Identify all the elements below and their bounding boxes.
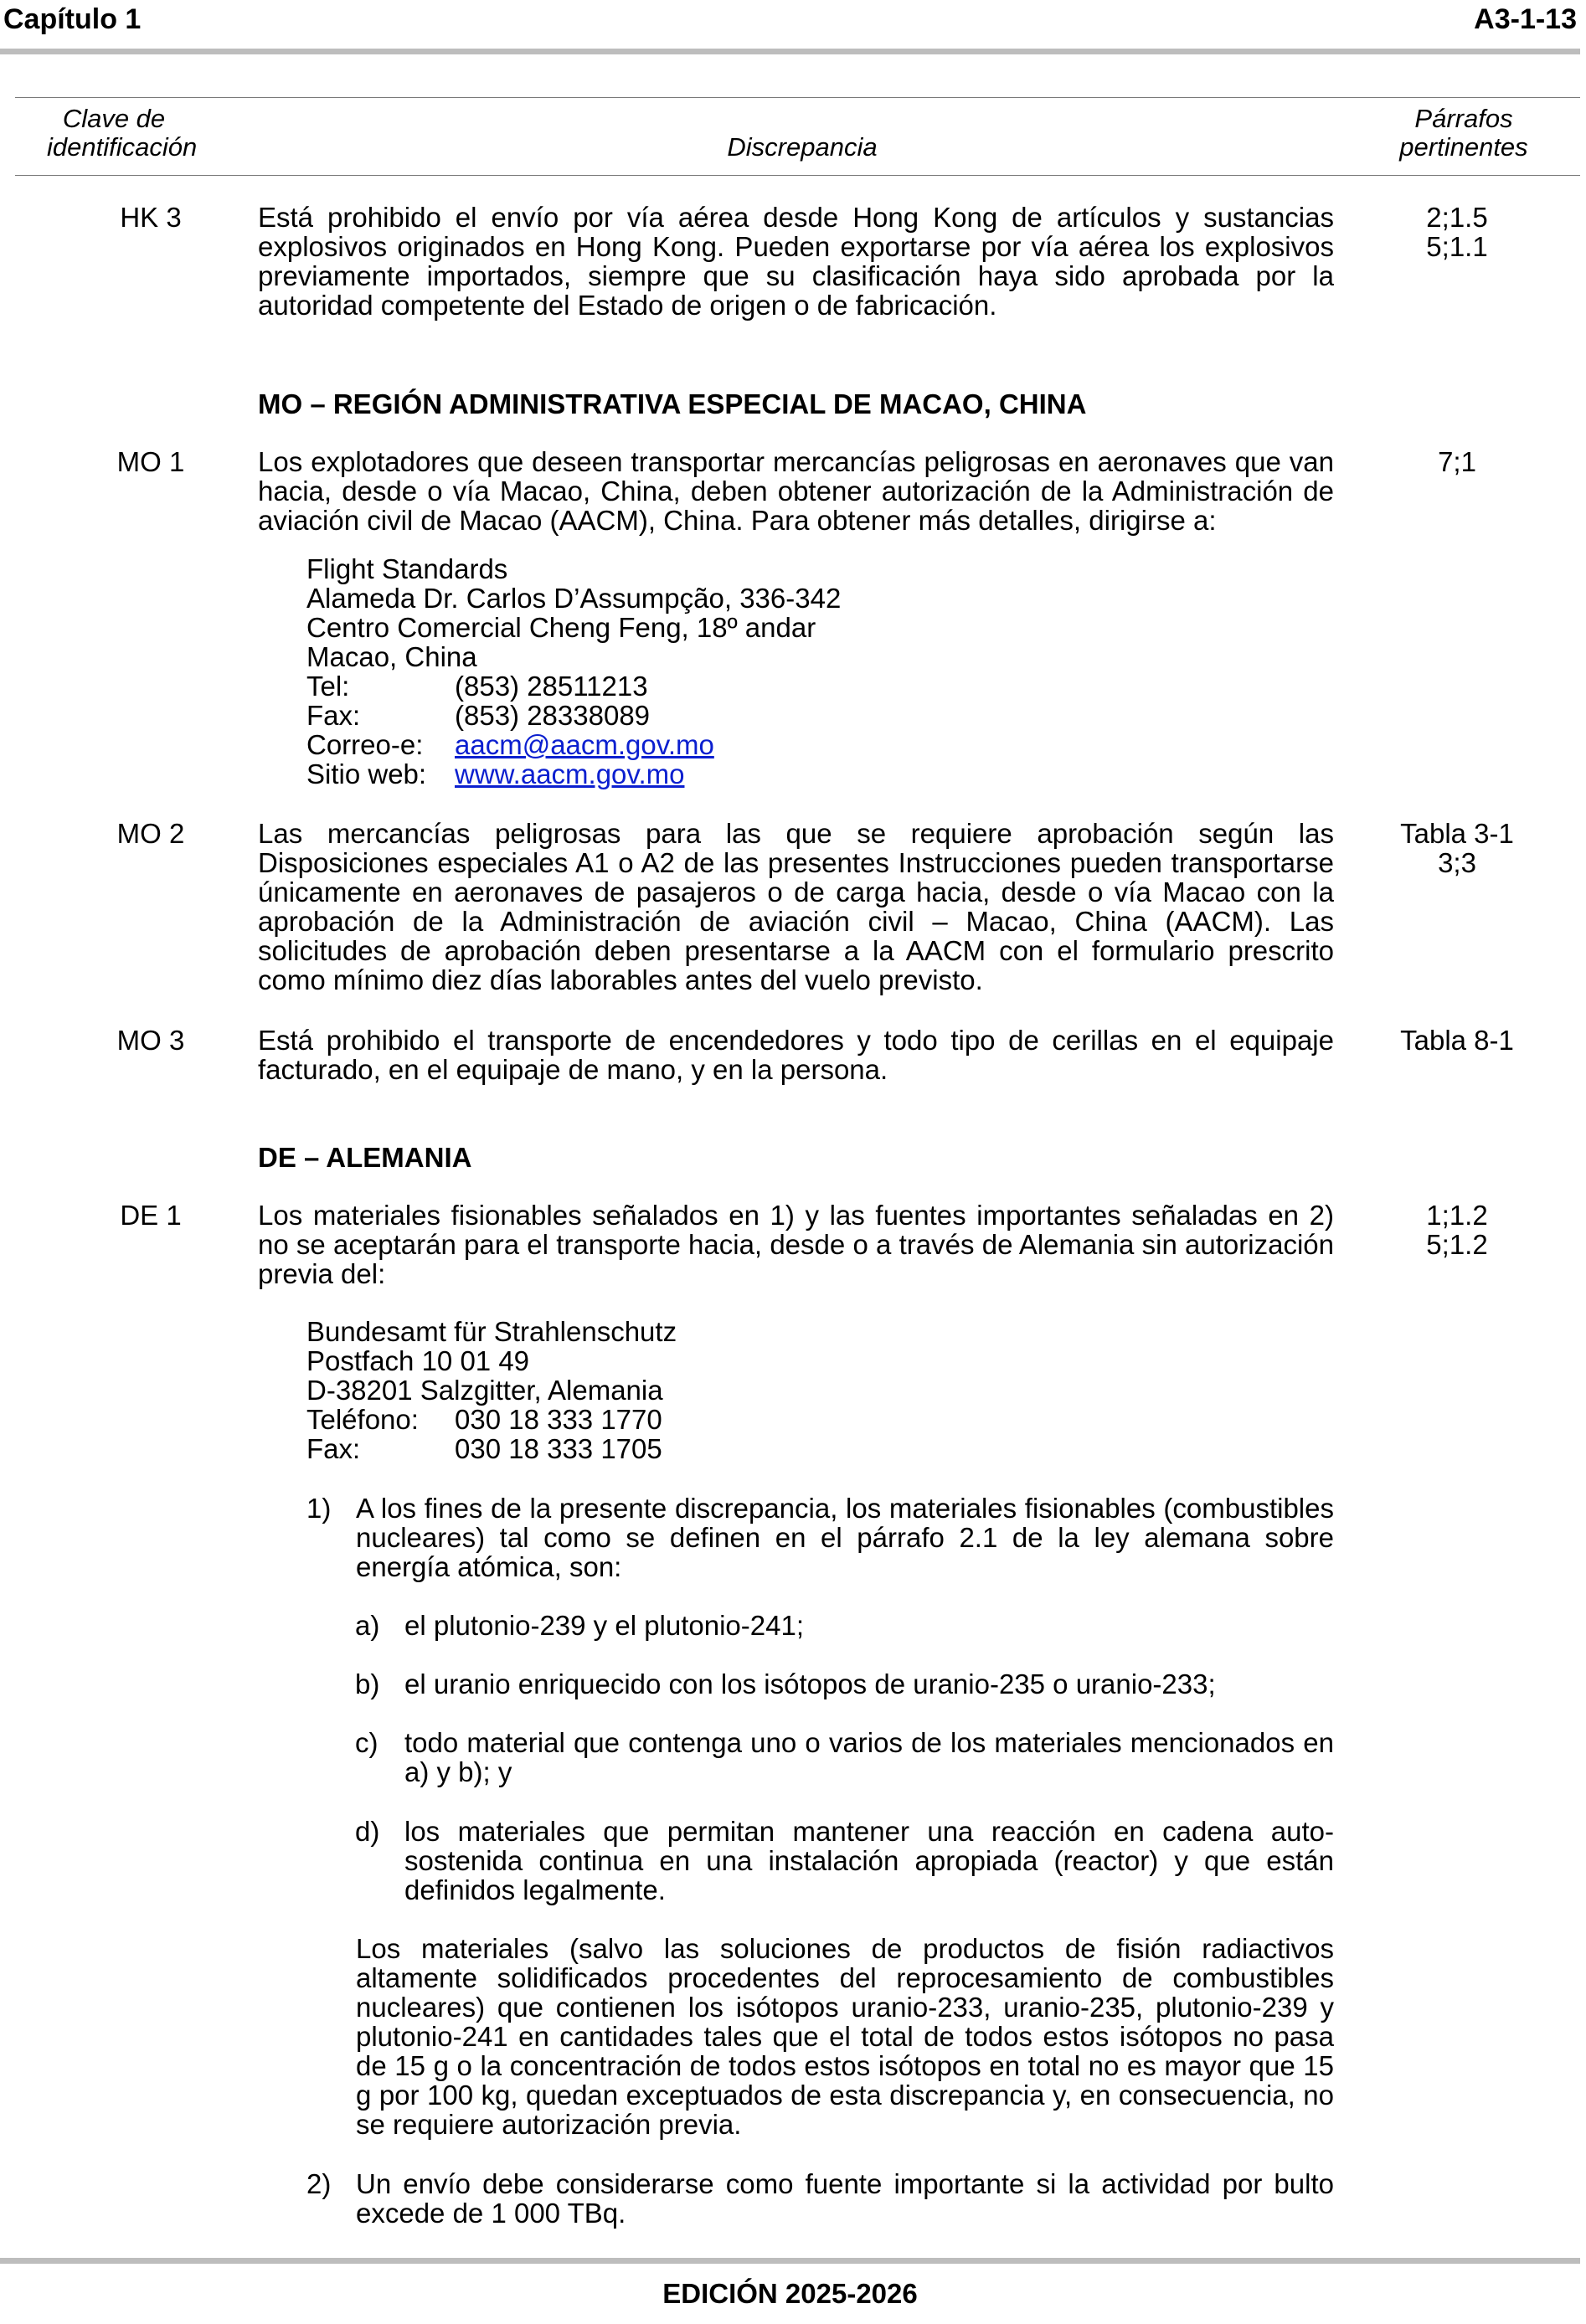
variation-key-hk3: HK 3 bbox=[120, 202, 182, 233]
variation-text-mo3: Está prohibido el transporte de encendedores y todo tipo de cerillas en el equipaje facturado, en el equipaje de mano, y en la persona. bbox=[258, 1025, 1334, 1085]
sub-item-text: los materiales que permitan mantener una reacción en cadena auto-sostenida continua en una instalación apropiada (reactor) y que están definidos legalmente. bbox=[404, 1816, 1334, 1905]
website-link[interactable]: www.aacm.gov.mo bbox=[455, 758, 685, 789]
phone-label: Tel: bbox=[306, 671, 350, 702]
address-line: Postfach 10 01 49 bbox=[306, 1345, 530, 1376]
sub-item-letter: c) bbox=[355, 1727, 378, 1758]
variation-key-de1: DE 1 bbox=[120, 1200, 182, 1231]
numbered-item-2 bbox=[306, 2169, 1334, 2228]
fax-value: (853) 28338089 bbox=[455, 700, 651, 731]
variation-refs-mo1: 7;1 bbox=[1438, 446, 1476, 477]
address-line: Centro Comercial Cheng Feng, 18º andar bbox=[306, 612, 816, 643]
header-divider bbox=[0, 49, 1580, 54]
sub-item-d bbox=[355, 1817, 1334, 1905]
section-title-de: DE – ALEMANIA bbox=[258, 1142, 472, 1173]
address-line: Alameda Dr. Carlos D’Assumpção, 336-342 bbox=[306, 583, 842, 614]
variation-refs-de1: 1;1.2 5;1.2 bbox=[1426, 1200, 1488, 1260]
section-title-mo: MO – REGIÓN ADMINISTRATIVA ESPECIAL DE MACAO, CHINA bbox=[258, 388, 1087, 419]
exception-paragraph: Los materiales (salvo las soluciones de productos de fisión radiactivos altamente solidificados procedentes del reprocesamiento de combustibles nucleares) que contienen los isótopos uranio-233, uranio-235, plutonio-239 y plutonio-241 en cantidades tales que el total de todos estos isótopos no pasa de 15 g o la concentración de todos estos isótopos en total no es mayor que 15 g por 100 kg, quedan exceptuados de esta discrepancia y, en consecuencia, no se requiere autorización previa. bbox=[356, 1933, 1334, 2140]
column-heading-paragraphs: Párrafos pertinentes bbox=[1399, 104, 1528, 162]
page-code: A3-1-13 bbox=[1474, 3, 1577, 35]
phone-row bbox=[306, 1405, 677, 1434]
phone-value: (853) 28511213 bbox=[455, 671, 648, 702]
email-label: Correo-e: bbox=[306, 729, 424, 760]
phone-label: Teléfono: bbox=[306, 1404, 419, 1435]
sub-item-text: el plutonio-239 y el plutonio-241; bbox=[404, 1610, 805, 1641]
numbered-item-1 bbox=[306, 1494, 1334, 1581]
chapter-label: Capítulo 1 bbox=[3, 3, 142, 35]
variation-text-de1: Los materiales fisionables señalados en 1) y las fuentes importantes señaladas en 2) no se aceptarán para el transporte hacia, desde o a través de Alemania sin autorización previa del: bbox=[258, 1200, 1334, 1289]
address-block-bfs bbox=[306, 1317, 677, 1463]
address-line: D-38201 Salzgitter, Alemania bbox=[306, 1375, 663, 1406]
address-line: Flight Standards bbox=[306, 553, 508, 584]
fax-label: Fax: bbox=[306, 700, 361, 731]
sub-item-c bbox=[355, 1728, 1334, 1787]
fax-value: 030 18 333 1705 bbox=[455, 1433, 662, 1464]
variation-refs-mo3: Tabla 8-1 bbox=[1400, 1025, 1514, 1056]
website-row bbox=[306, 759, 841, 789]
footer-divider bbox=[0, 2258, 1580, 2264]
variation-text-mo2: Las mercancías peligrosas para las que se requiere aprobación según las Disposiciones especiales A1 o A2 de las presentes Instrucciones pueden transportarse únicamente en aeronaves de pasajeros o de carga hacia, desde o vía Macao con la aprobación de la Administración de aviación civil – Macao, China (AACM). Las solicitudes de aprobación deben presentarse a la AACM con el formulario prescrito como mínimo diez días laborables antes del vuelo previsto. bbox=[258, 818, 1334, 995]
item-number: 2) bbox=[306, 2168, 332, 2199]
fax-row bbox=[306, 701, 841, 730]
sub-item-letter: d) bbox=[355, 1816, 380, 1847]
variation-key-mo1: MO 1 bbox=[116, 446, 185, 477]
sub-item-text: el uranio enriquecido con los isótopos de uranio-235 o uranio-233; bbox=[404, 1668, 1216, 1699]
address-line: Macao, China bbox=[306, 641, 477, 672]
sub-item-text: todo material que contenga uno o varios de los materiales mencionados en a) y b); y bbox=[404, 1727, 1334, 1787]
item-text: Un envío debe considerarse como fuente importante si la actividad por bulto excede de 1 000 TBq. bbox=[356, 2168, 1334, 2229]
variation-refs-mo2: Tabla 3-1 3;3 bbox=[1400, 818, 1514, 878]
item-text: A los fines de la presente discrepancia, los materiales fisionables (combustibles nucleares) tal como se definen en el párrafo 2.1 de la ley alemana sobre energía atómica, son: bbox=[356, 1493, 1334, 1582]
variation-key-mo2: MO 2 bbox=[116, 818, 185, 849]
page-header bbox=[0, 5, 1580, 44]
variation-refs-hk3: 2;1.5 5;1.1 bbox=[1426, 202, 1488, 262]
column-heading-key: Clave de identificación bbox=[47, 104, 198, 162]
variation-text-hk3: Está prohibido el envío por vía aérea desde Hong Kong de artículos y sustancias explosivos originados en Hong Kong. Pueden exportarse por vía aérea los explosivos previamente importados, siempre que su clasificación haya sido aprobada por la autoridad competente del Estado de origen o de fabricación. bbox=[258, 202, 1334, 321]
variation-text-mo1: Los explotadores que deseen transportar mercancías peligrosas en aeronaves que van hacia, desde o vía Macao, China, deben obtener autorización de la Administración de aviación civil de Macao (AACM), China. Para obtener más detalles, dirigirse a: bbox=[258, 446, 1334, 536]
sub-item-a bbox=[355, 1611, 1334, 1640]
email-row bbox=[306, 730, 841, 759]
phone-value: 030 18 333 1770 bbox=[455, 1404, 662, 1435]
sub-item-b bbox=[355, 1669, 1334, 1699]
edition-label: EDICIÓN 2025-2026 bbox=[662, 2278, 918, 2309]
email-link[interactable]: aacm@aacm.gov.mo bbox=[455, 729, 714, 760]
address-line: Bundesamt für Strahlenschutz bbox=[306, 1316, 677, 1347]
phone-row bbox=[306, 671, 841, 701]
column-headings bbox=[15, 97, 1580, 176]
website-label: Sitio web: bbox=[306, 758, 427, 789]
sub-item-letter: b) bbox=[355, 1668, 380, 1699]
fax-label: Fax: bbox=[306, 1433, 361, 1464]
address-block-aacm bbox=[306, 554, 841, 789]
column-heading-discrepancy: Discrepancia bbox=[727, 132, 878, 162]
sub-item-letter: a) bbox=[355, 1610, 380, 1641]
item-number: 1) bbox=[306, 1493, 332, 1524]
variation-key-mo3: MO 3 bbox=[116, 1025, 185, 1056]
fax-row bbox=[306, 1434, 677, 1463]
